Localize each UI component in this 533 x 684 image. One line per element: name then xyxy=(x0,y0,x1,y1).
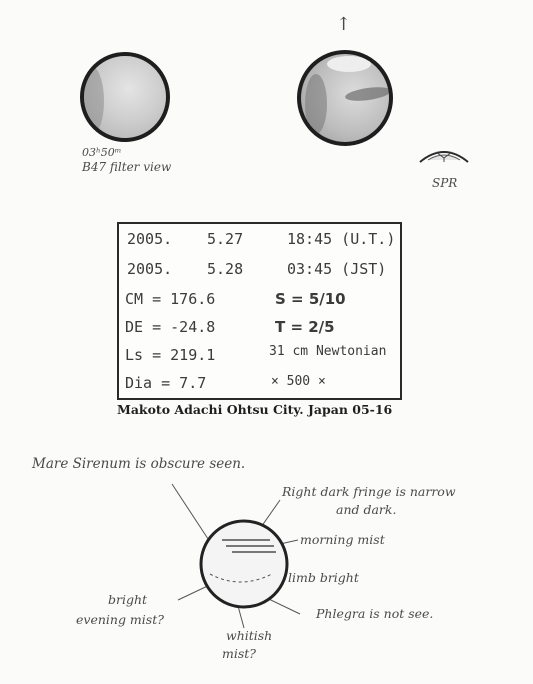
magnification: × 500 × xyxy=(271,374,326,389)
row1-monthday: 5.27 xyxy=(207,230,244,248)
filter-label: B47 filter view xyxy=(82,160,172,174)
telescope: 31 cm Newtonian xyxy=(269,344,387,359)
declination-earth: DE = -24.8 xyxy=(125,318,216,336)
note-fringe-line2: and dark. xyxy=(336,502,397,517)
note-bright-line2: evening mist? xyxy=(76,612,164,627)
note-bright-line1: bright xyxy=(108,592,148,607)
row1-time: 18:45 (U.T.) xyxy=(287,230,396,248)
note-fringe-line1: Right dark fringe is narrow xyxy=(282,484,456,499)
time-label: 03ʰ50ᵐ xyxy=(82,146,122,159)
central-meridian: CM = 176.6 xyxy=(125,290,216,308)
note-whitish-line1: whitish xyxy=(226,628,273,643)
diameter: Dia = 7.7 xyxy=(125,374,207,392)
transparency: T = 2/5 xyxy=(275,318,335,336)
note-phlegra: Phlegra is not see. xyxy=(316,606,434,621)
observation-data-box xyxy=(117,222,402,400)
note-morning: morning mist xyxy=(300,532,385,547)
observer-caption: Makoto Adachi Ohtsu City. Japan 05-16 xyxy=(117,402,393,417)
mars-disk-sketch xyxy=(201,521,287,607)
leader-whitish xyxy=(238,606,244,628)
spr-label: SPR xyxy=(432,176,458,190)
note-whitish-line2: mist? xyxy=(222,646,256,661)
note-title: Mare Sirenum is obscure seen. xyxy=(32,456,246,472)
row1-date: 2005. xyxy=(127,230,173,248)
solar-longitude: Ls = 219.1 xyxy=(125,346,216,364)
north-arrow-mark: ↑ xyxy=(336,14,352,35)
row2-date: 2005. xyxy=(127,260,173,278)
row2-time: 03:45 (JST) xyxy=(287,260,387,278)
seeing: S = 5/10 xyxy=(275,290,346,308)
note-limb: limb bright xyxy=(288,570,359,585)
row2-monthday: 5.28 xyxy=(207,260,244,278)
